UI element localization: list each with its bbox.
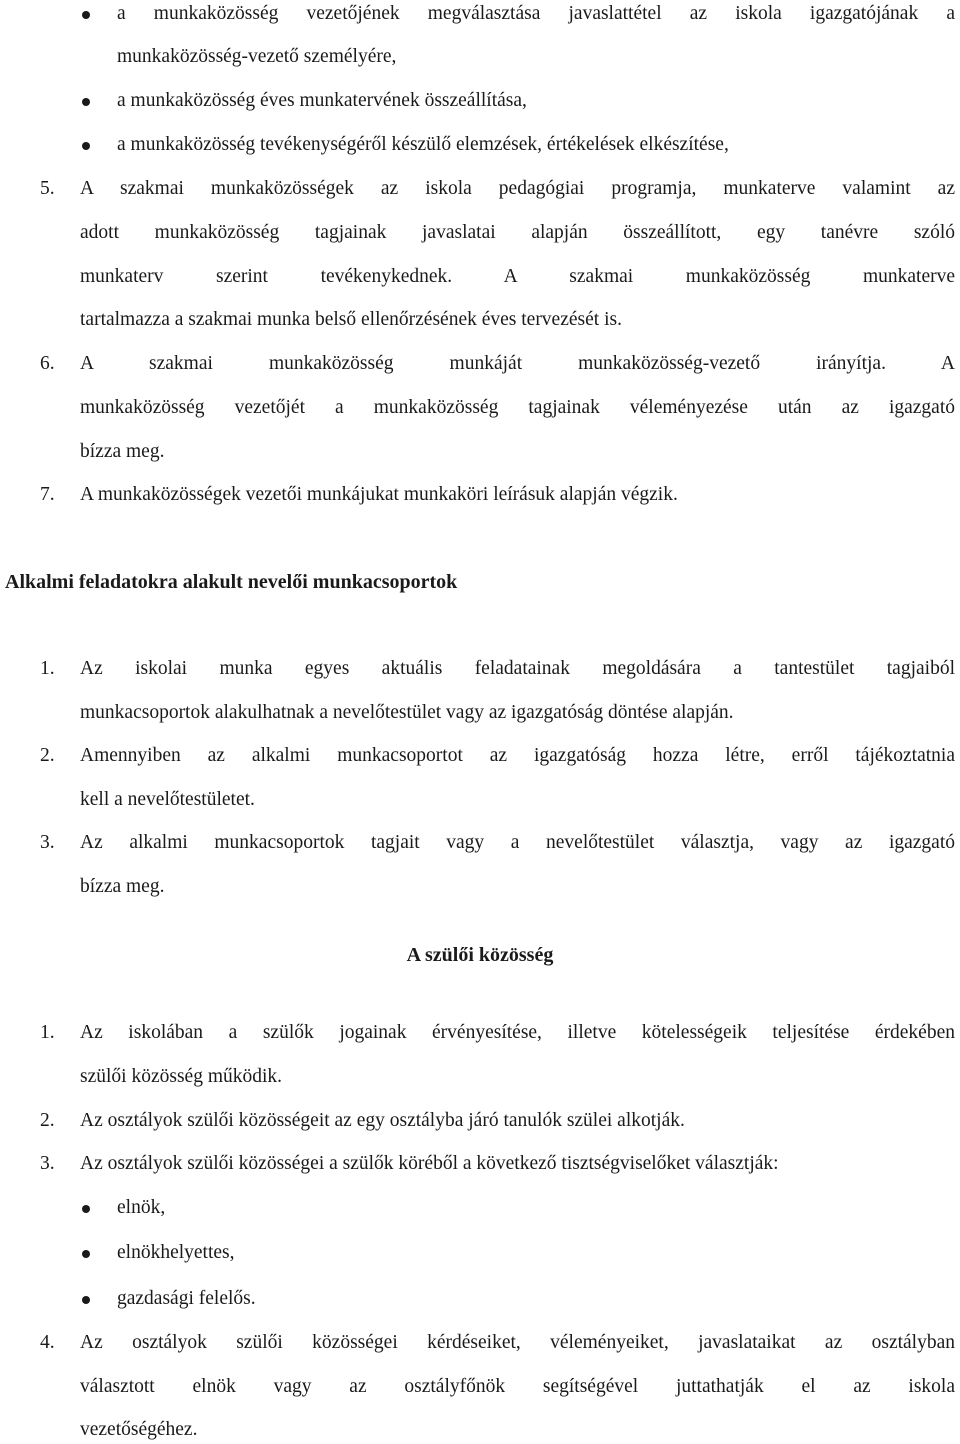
item-text: A szakmai munkaközösségek az iskola pedagógiai programja, munkaterve valamint az [80, 178, 955, 199]
item-number: 1. [40, 658, 55, 679]
item-text: A szakmai munkaközösség munkáját munkaközösség-vezető irányítja. A [80, 353, 955, 374]
bullet-icon [82, 1296, 90, 1304]
list-item-text: a munkaközösség éves munkatervének összeállítása, [117, 90, 527, 111]
item-text: szülői közösség működik. [80, 1066, 283, 1087]
item-text: Az osztályok szülői közösségeit az egy osztályba járó tanulók szülei alkotják. [80, 1110, 685, 1131]
list-item-text: munkaközösség-vezető személyére, [117, 46, 397, 67]
item-number: 6. [40, 353, 55, 374]
item-text: Az osztályok szülői közösségei a szülők köréből a következő tisztségviselőket választják: [80, 1153, 779, 1174]
item-text: bízza meg. [80, 876, 165, 897]
item-text: munkaközösség vezetőjét a munkaközösség tagjainak véleményezése után az igazgató [80, 397, 955, 418]
section-heading: Alkalmi feladatokra alakult nevelői munkacsoportok [5, 571, 458, 593]
list-item-text: a munkaközösség tevékenységéről készülő elemzések, értékelések elkészítése, [117, 134, 729, 155]
item-text: választott elnök vagy az osztályfőnök segítségével juttathatják el az iskola [80, 1376, 955, 1397]
item-text: Amennyiben az alkalmi munkacsoportot az igazgatóság hozza létre, erről tájékoztatnia [80, 745, 955, 766]
item-text: tartalmazza a szakmai munka belső ellenőrzésének éves tervezését is. [80, 309, 622, 330]
list-item-text: gazdasági felelős. [117, 1288, 256, 1309]
item-number: 3. [40, 832, 55, 853]
bullet-icon [82, 98, 90, 106]
list-item-text: elnökhelyettes, [117, 1242, 235, 1263]
item-text: munkacsoportok alakulhatnak a nevelőtestület vagy az igazgatóság döntése alapján. [80, 702, 734, 723]
item-text: A munkaközösségek vezetői munkájukat munkaköri leírásuk alapján végzik. [80, 484, 678, 505]
item-number: 3. [40, 1153, 55, 1174]
section-heading: A szülői közösség [406, 944, 554, 966]
item-text: munkaterv szerint tevékenykednek. A szakmai munkaközösség munkaterve [80, 266, 955, 287]
bullet-icon [82, 1250, 90, 1258]
item-text: Az iskolai munka egyes aktuális feladatainak megoldására a tantestület tagjaiból [80, 658, 955, 679]
item-number: 2. [40, 745, 55, 766]
item-number: 2. [40, 1110, 55, 1131]
bullet-icon [82, 142, 90, 150]
item-text: Az iskolában a szülők jogainak érvényesítése, illetve kötelességeik teljesítése érdekében [80, 1022, 955, 1043]
item-text: Az osztályok szülői közösségei kérdéseiket, véleményeiket, javaslataikat az osztályban [80, 1332, 955, 1353]
list-item-text: elnök, [117, 1197, 166, 1218]
bullet-icon [82, 1205, 90, 1213]
item-number: 1. [40, 1022, 55, 1043]
item-text: bízza meg. [80, 441, 165, 462]
list-item-text: a munkaközösség vezetőjének megválasztása javaslattétel az iskola igazgatójának a [117, 3, 955, 24]
item-number: 5. [40, 178, 55, 199]
item-number: 4. [40, 1332, 55, 1353]
bullet-icon [82, 11, 90, 19]
item-text: Az alkalmi munkacsoportok tagjait vagy a nevelőtestület választja, vagy az igazgató [80, 832, 955, 853]
item-text: kell a nevelőtestületet. [80, 789, 255, 810]
item-text: vezetőségéhez. [80, 1419, 198, 1440]
item-number: 7. [40, 484, 55, 505]
item-text: adott munkaközösség tagjainak javaslatai alapján összeállított, egy tanévre szóló [80, 222, 955, 243]
